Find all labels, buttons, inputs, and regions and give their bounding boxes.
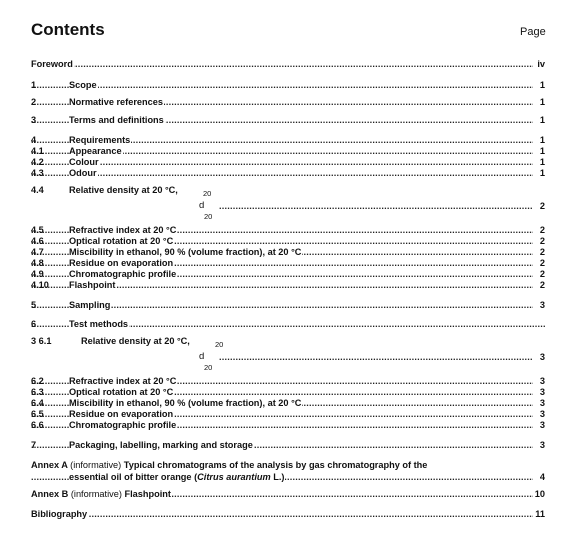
toc-label: Chromatographic profile bbox=[69, 269, 177, 279]
toc-number: 3 6.1 bbox=[31, 336, 52, 346]
toc-page: 3 bbox=[539, 420, 545, 430]
toc-page: 1 bbox=[539, 80, 545, 90]
toc-entry-odour[interactable] bbox=[31, 167, 545, 179]
annex-title: Flashpoint bbox=[124, 489, 171, 499]
toc-page: 1 bbox=[539, 115, 545, 125]
toc-number: 5 bbox=[31, 300, 37, 310]
leader-dots bbox=[31, 79, 533, 91]
annex-title-part: L.) bbox=[273, 472, 285, 482]
toc-entry-flashpoint[interactable] bbox=[31, 279, 545, 291]
leader-dots bbox=[31, 167, 533, 179]
toc-page: 1 bbox=[539, 146, 545, 156]
toc-page: 2 bbox=[539, 201, 545, 211]
toc-label: Odour bbox=[69, 168, 97, 178]
toc-label: Colour bbox=[69, 157, 99, 167]
toc-label: Flashpoint bbox=[69, 280, 116, 290]
toc-page: 3 bbox=[539, 387, 545, 397]
subscript-20: 20 bbox=[203, 189, 212, 198]
toc-page: 3 bbox=[539, 409, 545, 419]
toc-label: Test methods bbox=[69, 319, 129, 329]
toc-label: Foreword bbox=[31, 59, 73, 69]
subscript-20: 20 bbox=[204, 363, 213, 372]
toc-label: Requirements bbox=[69, 135, 131, 145]
toc-page: 3 bbox=[539, 352, 545, 362]
annex-title-part: essential oil of bitter orange ( bbox=[69, 472, 198, 482]
toc-label: Residue on evaporation bbox=[69, 409, 174, 419]
toc-number: 4.10 bbox=[31, 280, 49, 290]
toc-page: 2 bbox=[539, 280, 545, 290]
annex-prefix: Annex B bbox=[31, 489, 69, 499]
toc-page: 2 bbox=[539, 258, 545, 268]
annex-prefix: Annex A bbox=[31, 460, 68, 470]
toc-page: 10 bbox=[534, 489, 545, 499]
toc-label: Appearance bbox=[69, 146, 122, 156]
toc-entry-foreword[interactable] bbox=[31, 58, 545, 70]
toc-entry-relative-density[interactable] bbox=[31, 184, 545, 196]
toc-label: Scope bbox=[69, 80, 97, 90]
toc-number: 4.4 bbox=[31, 185, 44, 195]
toc-page: 1 bbox=[539, 135, 545, 145]
toc-number: 4.6 bbox=[31, 236, 44, 246]
annex-a-heading bbox=[31, 459, 428, 471]
toc-page: iv bbox=[537, 59, 545, 69]
annex-b-heading bbox=[31, 488, 172, 500]
toc-page: 2 bbox=[539, 269, 545, 279]
toc-number: 4.1 bbox=[31, 146, 44, 156]
toc-entry-relative-density-symbol[interactable] bbox=[199, 200, 545, 212]
toc-entry-relative-density-method[interactable] bbox=[31, 335, 545, 347]
toc-label: Bibliography bbox=[31, 509, 88, 519]
toc-label: Sampling bbox=[69, 300, 111, 310]
toc-page: 2 bbox=[539, 225, 545, 235]
toc-label: Refractive index at 20 °C bbox=[69, 376, 177, 386]
toc-number: 6.4 bbox=[31, 398, 44, 408]
toc-label: Miscibility in ethanol, 90 % (volume fraction), at 20 °C bbox=[69, 247, 302, 257]
toc-entry-sampling[interactable] bbox=[31, 299, 545, 311]
toc-page: 11 bbox=[535, 509, 545, 519]
toc-number: 4.2 bbox=[31, 157, 44, 167]
toc-number: 6.3 bbox=[31, 387, 44, 397]
toc-label: Normative references bbox=[69, 97, 163, 107]
toc-page: 2 bbox=[539, 247, 545, 257]
toc-entry-packaging[interactable] bbox=[31, 439, 545, 451]
toc-entry-annex-a-continued[interactable] bbox=[31, 471, 545, 483]
toc-entry-scope[interactable] bbox=[31, 79, 545, 91]
toc-number: 7 bbox=[31, 440, 37, 450]
toc-page: 1 bbox=[539, 157, 545, 167]
toc-label: Relative density at 20 °C, bbox=[69, 185, 178, 195]
annex-a-title-continued bbox=[69, 471, 285, 483]
toc-number: 6.6 bbox=[31, 420, 44, 430]
toc-entry-annex-b[interactable] bbox=[31, 488, 545, 500]
toc-label: Residue on evaporation bbox=[69, 258, 174, 268]
toc-label: Miscibility in ethanol, 90 % (volume fraction), at 20 °C bbox=[69, 398, 302, 408]
toc-entry-test-methods[interactable] bbox=[31, 318, 545, 330]
toc-number: 4 bbox=[31, 135, 37, 145]
annex-title: Typical chromatograms of the analysis by gas chromatography of the bbox=[123, 460, 428, 470]
toc-number: 3 bbox=[31, 115, 37, 125]
toc-entry-annex-a[interactable] bbox=[31, 459, 545, 471]
species-name: Citrus aurantium bbox=[197, 472, 271, 482]
subscript-20: 20 bbox=[215, 340, 224, 349]
toc-page: 2 bbox=[539, 236, 545, 246]
toc-number: 6 bbox=[31, 319, 37, 329]
toc-number: 4.9 bbox=[31, 269, 44, 279]
toc-number: 4.7 bbox=[31, 247, 44, 257]
toc-page: 3 bbox=[539, 398, 545, 408]
density-symbol: d bbox=[199, 351, 205, 362]
toc-entry-normative-references[interactable] bbox=[31, 96, 545, 108]
toc-label: Packaging, labelling, marking and storage bbox=[69, 440, 253, 450]
toc-page: 4 bbox=[539, 472, 545, 482]
annex-kind: (informative) bbox=[70, 460, 122, 470]
toc-label: Optical rotation at 20 °C bbox=[69, 236, 174, 246]
toc-page: 3 bbox=[539, 440, 545, 450]
toc-page: 1 bbox=[539, 97, 545, 107]
toc-label: Refractive index at 20 °C bbox=[69, 225, 177, 235]
toc-number: 4.3 bbox=[31, 168, 44, 178]
annex-kind: (informative) bbox=[70, 489, 122, 499]
leader-dots bbox=[219, 200, 533, 212]
toc-label: Relative density at 20 °C, bbox=[81, 336, 190, 346]
leader-dots bbox=[31, 508, 533, 520]
toc-number: 6.2 bbox=[31, 376, 44, 386]
page-title: Contents bbox=[31, 20, 105, 39]
leader-dots bbox=[31, 58, 533, 70]
toc-entry-terms-definitions[interactable] bbox=[31, 114, 545, 126]
toc-entry-bibliography[interactable] bbox=[31, 508, 545, 520]
density-symbol: d bbox=[199, 200, 205, 211]
toc-number: 2 bbox=[31, 97, 37, 107]
leader-dots bbox=[219, 351, 533, 363]
toc-page: 1 bbox=[539, 168, 545, 178]
toc-entry-chromatographic-profile-method[interactable] bbox=[31, 419, 545, 431]
toc-label: Chromatographic profile bbox=[69, 420, 177, 430]
toc-label: Terms and definitions bbox=[69, 115, 164, 125]
toc-entry-relative-density-method-symbol[interactable] bbox=[199, 351, 545, 363]
toc-number: 4.5 bbox=[31, 225, 44, 235]
toc-page: 3 bbox=[539, 300, 545, 310]
page-column-label: Page bbox=[520, 26, 546, 38]
toc-number: 1 bbox=[31, 80, 37, 90]
toc-page: 3 bbox=[539, 376, 545, 386]
toc-number: 6.5 bbox=[31, 409, 44, 419]
subscript-20: 20 bbox=[204, 212, 213, 221]
toc-label: Optical rotation at 20 °C bbox=[69, 387, 174, 397]
toc-number: 4.8 bbox=[31, 258, 44, 268]
